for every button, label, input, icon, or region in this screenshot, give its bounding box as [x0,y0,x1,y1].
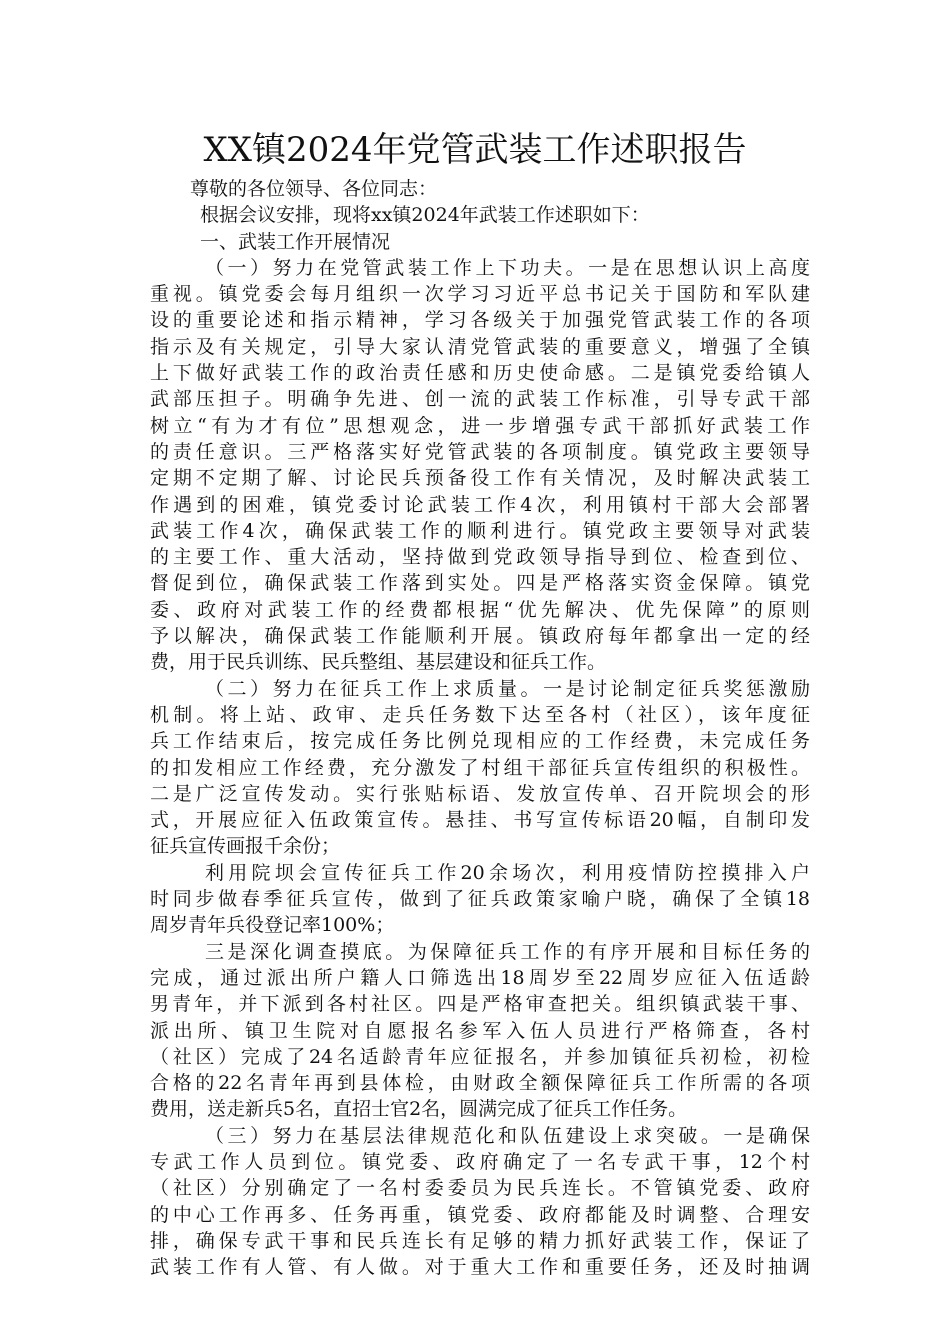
text-line: （社区）分别确定了一名村委委员为民兵连长。不管镇党委、政府 [150,1177,810,1200]
text-line: 上下做好武装工作的政治责任感和历史使命感。二是镇党委给镇人 [150,362,810,385]
text-line: 督促到位，确保武装工作落到实处。四是严格落实资金保障。镇党 [150,572,810,595]
text-line: 的中心工作再多、任务再重，镇党委、政府都能及时调整、合理安 [150,1203,810,1226]
text-line: 重视。镇党委会每月组织一次学习习近平总书记关于国防和军队建 [150,283,810,306]
text-line: 予以解决，确保武装工作能顺利开展。镇政府每年都拿出一定的经 [150,625,810,648]
text-line: 周岁青年兵役登记率100%； [150,914,395,937]
text-line: 利用院坝会宣传征兵工作20余场次，利用疫情防控摸排入户 [205,861,810,884]
text-line: （三）努力在基层法律规范化和队伍建设上求突破。一是确保 [205,1124,810,1147]
text-line: 兵工作结束后，按完成任务比例兑现相应的工作经费，未完成任务 [150,730,810,753]
text-line: 征兵宣传画报千余份； [150,835,341,858]
text-line: 的主要工作、重大活动，坚持做到党政领导指导到位、检查到位、 [150,546,810,569]
text-line: 一、武装工作开展情况 [200,230,391,253]
text-line: 排，确保专武干事和民兵连长有足够的精力抓好武装工作，保证了 [150,1229,810,1252]
text-line: 专武工作人员到位。镇党委、政府确定了一名专武干事，12个村 [150,1150,810,1173]
document-title: XX镇2024年党管武装工作述职报告 [203,130,747,170]
text-line: 三是深化调查摸底。为保障征兵工作的有序开展和目标任务的 [205,940,810,963]
text-line: 派出所、镇卫生院对自愿报名参军入伍人员进行严格筛查，各村 [150,1019,810,1042]
text-line: 二是广泛宣传发动。实行张贴标语、发放宣传单、召开院坝会的形 [150,782,810,805]
text-line: 指示及有关规定，引导大家认清党管武装的重要意义，增强了全镇 [150,335,810,358]
text-line: 式，开展应征入伍政策宣传。悬挂、书写宣传标语20幅，自制印发 [150,809,810,832]
text-line: 的扣发相应工作经费，充分激发了村组干部征兵宣传组织的积极性。 [150,756,810,779]
text-line: 男青年，并下派到各村社区。四是严格审查把关。组织镇武装干事、 [150,993,810,1016]
text-line: 完成，通过派出所户籍人口筛选出18周岁至22周岁应征入伍适龄 [150,966,810,989]
text-line: 武装工作有人管、有人做。对于重大工作和重要任务，还及时抽调 [150,1256,810,1279]
text-line: 合格的22名青年再到县体检，由财政全额保障征兵工作所需的各项 [150,1072,810,1095]
text-line: 根据会议安排，现将xx镇2024年武装工作述职如下： [200,204,650,227]
text-line: 机制。将上站、政审、走兵任务数下达至各村（社区），该年度征 [150,703,810,726]
text-line: 定期不定期了解、讨论民兵预备役工作有关情况，及时解决武装工 [150,467,810,490]
text-line: 作遇到的困难，镇党委讨论武装工作4次，利用镇村干部大会部署 [150,493,810,516]
text-line: 设的重要论述和指示精神，学习各级关于加强党管武装工作的各项 [150,309,810,332]
text-line: 时同步做春季征兵宣传，做到了征兵政策家喻户晓，确保了全镇18 [150,888,810,911]
text-line: 委、政府对武装工作的经费都根据“优先解决、优先保障”的原则 [150,598,810,621]
text-line: 树立“有为才有位”思想观念，进一步增强专武干部抓好武装工作 [150,414,810,437]
text-line: 武装工作4次，确保武装工作的顺利进行。镇党政主要领导对武装 [150,519,810,542]
text-line: 费，用于民兵训练、民兵整组、基层建设和征兵工作。 [150,651,607,674]
text-line: 的责任意识。三严格落实好党管武装的各项制度。镇党政主要领导 [150,440,810,463]
document-body [150,176,810,1280]
text-line: 费用，送走新兵5名，直招士官2名，圆满完成了征兵工作任务。 [150,1098,688,1121]
text-line: 尊敬的各位领导、各位同志： [190,178,438,200]
text-line: 武部压担子。明确争先进、创一流的武装工作标准，引导专武干部 [150,388,810,411]
text-line: （社区）完成了24名适龄青年应征报名，并参加镇征兵初检，初检 [150,1045,810,1068]
text-line: （二）努力在征兵工作上求质量。一是讨论制定征兵奖惩激励 [205,677,810,700]
text-line: （一）努力在党管武装工作上下功夫。一是在思想认识上高度 [205,256,810,279]
